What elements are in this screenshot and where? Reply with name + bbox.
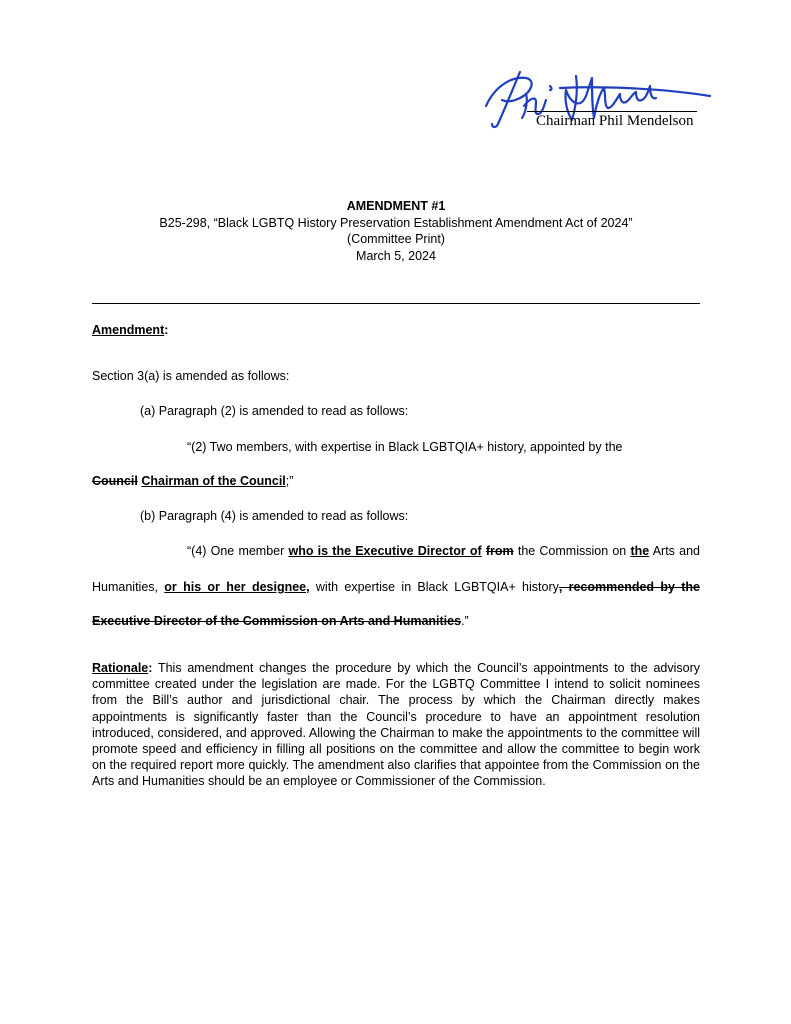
paragraph-b-text-line-1: “(4) One member who is the Executive Director of from the Commission on the Arts and xyxy=(187,544,700,558)
paragraph-b-text-line-3: Executive Director of the Commission on Arts and Humanities.” xyxy=(92,614,469,628)
section-intro: Section 3(a) is amended as follows: xyxy=(92,369,290,383)
paragraph-b-text-line-2: Humanities, or his or her designee, with expertise in Black LGBTQIA+ history, recommended by the xyxy=(92,580,700,594)
document-heading xyxy=(92,198,700,264)
bill-title: B25-298, “Black LGBTQ History Preservation Establishment Amendment Act of 2024” xyxy=(159,215,633,230)
amendment-title: AMENDMENT #1 xyxy=(346,199,446,213)
inserted-text: who is the Executive Director of xyxy=(288,544,482,558)
struck-text: Executive Director of the Commission on Arts and Humanities xyxy=(92,614,462,628)
paragraph-a-text-line-2: Council Chairman of the Council;” xyxy=(92,474,294,488)
paragraph-a-text-line-1: “(2) Two members, with expertise in Black LGBTQIA+ history, appointed by the xyxy=(187,440,623,454)
document-date: March 5, 2024 xyxy=(356,248,436,263)
rationale-text: This amendment changes the procedure by which the Council’s appointments to the advisory committee created under the legislation are made. For the LGBTQ Committee I intend to solicit nominees from the Bill’s author and jurisdictional chair. The process by which the Chairman directly makes appointments is significantly faster than the Council’s procedure to have an appointment resolution introduced, considered, and approved. Allowing the Chairman to make the appointments to the committee will promote speed and efficiency in filling all positions on the committee and allow the committee to begin work on the required report more quickly. The amendment also clarifies that appointee from the Commission on the Arts and Humanities should be an employee or Commissioner of the Commission. xyxy=(92,661,700,789)
rationale-label: Rationale xyxy=(92,661,149,675)
rationale-paragraph: Rationale: This amendment changes the procedure by which the Council’s appointments to the advisory committee created under the legislation are made. For the LGBTQ Committee I intend to solicit nominees from the Bill’s author and jurisdictional chair. The process by which the Chairman directly makes appointments is significantly faster than the Council’s procedure to have an appointment resolution introduced, considered, and approved. Allowing the Chairman to make the appointments to the committee will promote speed and efficiency in filling all positions on the committee and allow the committee to begin work on the required report more quickly. The amendment also clarifies that appointee from the Commission on the Arts and Humanities should be an employee or Commissioner of the Commission. xyxy=(92,661,700,789)
struck-text: Council xyxy=(92,474,138,488)
struck-text: from xyxy=(485,544,514,558)
print-type: (Committee Print) xyxy=(347,232,445,246)
amendment-label: Amendment: xyxy=(92,323,169,337)
inserted-text: Chairman of the Council xyxy=(141,474,286,488)
struck-text: , recommended by the xyxy=(558,580,700,594)
heading-divider xyxy=(92,303,700,304)
paragraph-b-instruction: (b) Paragraph (4) is amended to read as follows: xyxy=(140,509,409,523)
inserted-text: the xyxy=(630,544,650,558)
signatory-name: Chairman Phil Mendelson xyxy=(536,113,694,129)
paragraph-a-instruction: (a) Paragraph (2) is amended to read as follows: xyxy=(140,404,409,418)
inserted-text: or his or her designee, xyxy=(164,580,310,594)
